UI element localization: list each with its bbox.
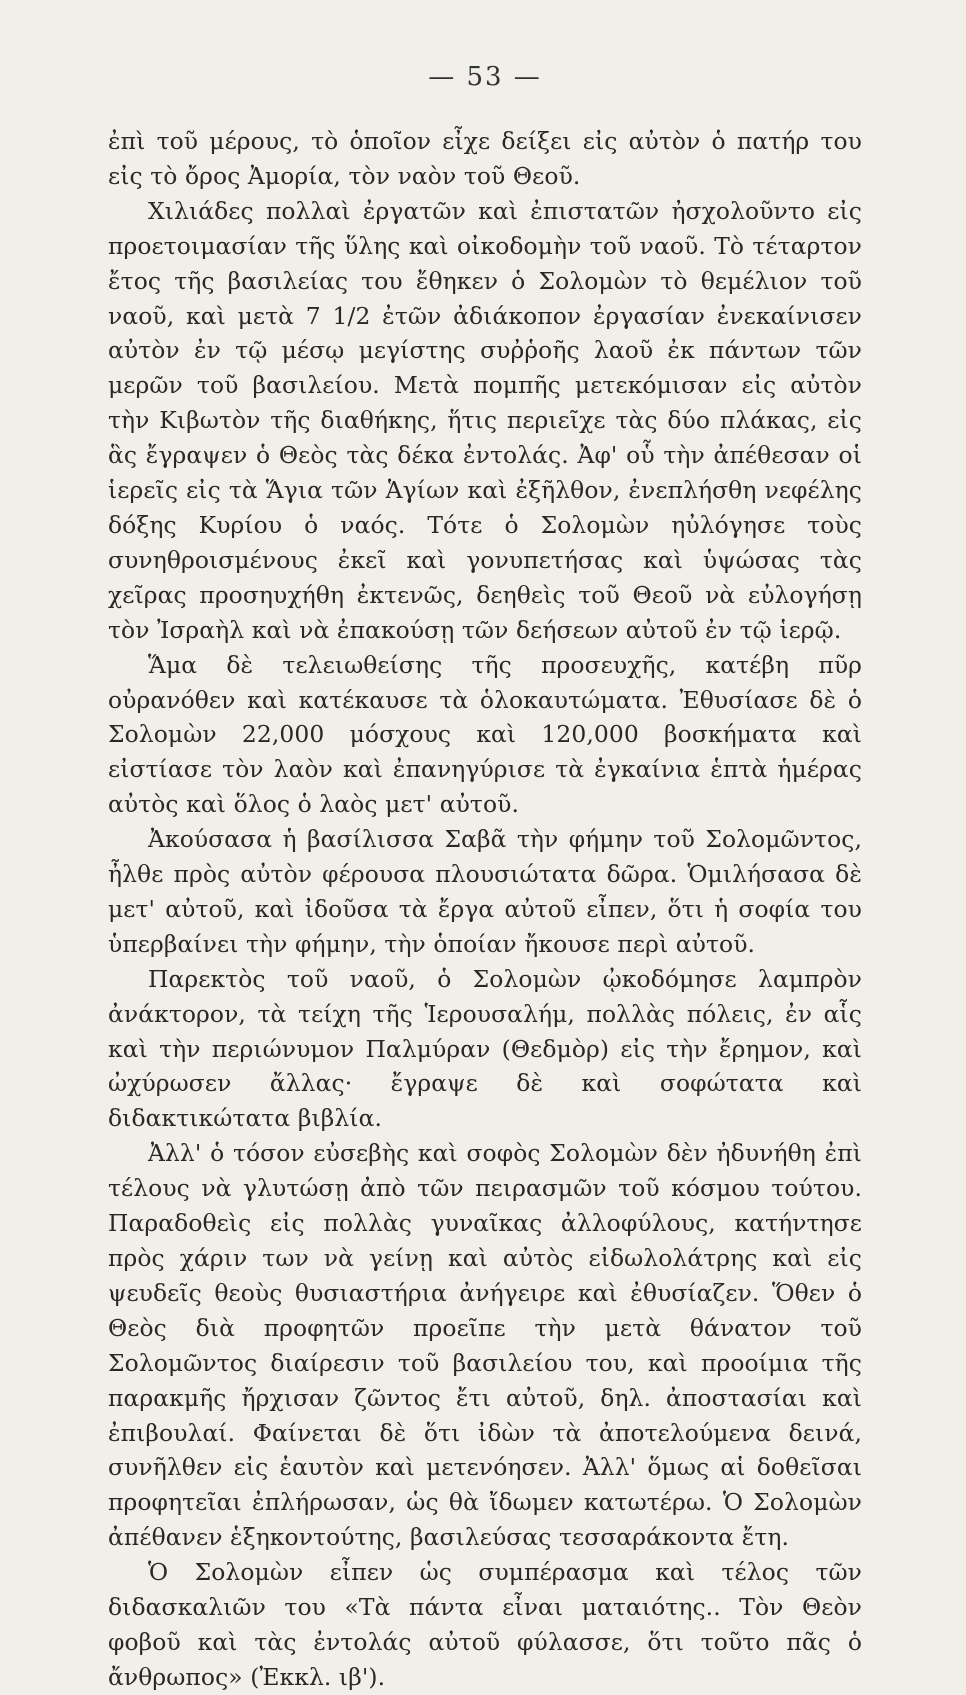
paragraph: Ὁ Σολομὼν εἶπεν ὡς συμπέρασμα καὶ τέλος τῶν διδασκαλιῶν του «Τὰ πάντα εἶναι ματαιότης.. Τὸν Θεὸν φοβοῦ καὶ τὰς ἐντολάς αὐτοῦ φύλασσε, ὅτι τοῦτο πᾶς ὁ ἄνθρωπος» (Ἐκκλ. ιβ'). bbox=[108, 1558, 862, 1691]
paragraph: Ἀκούσασα ἡ βασίλισσα Σαβᾶ τὴν φήμην τοῦ Σολομῶντος, ἦλθε πρὸς αὐτὸν φέρουσα πλουσιώτατα δῶρα. Ὁμιλήσασα δὲ μετ' αὐτοῦ, καὶ ἰδοῦσα τὰ ἔργα αὐτοῦ εἶπεν, ὅτι ἡ σοφία του ὑπερβαίνει τὴν φήμην, τὴν ὁποίαν ἤκουσε περὶ αὐτοῦ. bbox=[108, 825, 862, 958]
paragraph: Χιλιάδες πολλαὶ ἐργατῶν καὶ ἐπιστατῶν ἠσχολοῦντο εἰς προετοιμασίαν τῆς ὕλης καὶ οἰκοδομὴν τοῦ ναοῦ. Τὸ τέταρτον ἔτος τῆς βασιλείας του ἔθηκεν ὁ Σολομὼν τὸ θεμέλιον τοῦ ναοῦ, καὶ μετὰ 7 1/2 ἐτῶν ἀδιάκοπον ἐργασίαν ἐνεκαίνισεν αὐτὸν ἐν τῷ μέσῳ μεγίστης συῤῥοῆς λαοῦ ἐκ πάντων τῶν μερῶν τοῦ βασιλείου. Μετὰ πομπῆς μετεκόμισαν εἰς αὐτὸν τὴν Κιβωτὸν τῆς διαθήκης, ἥτις περιεῖχε τὰς δύο πλάκας, εἰς ἃς ἔγραψεν ὁ Θεὸς τὰς δέκα ἐντολάς. Ἀφ' οὗ τὴν ἀπέθεσαν οἱ ἱερεῖς εἰς τὰ Ἅγια τῶν Ἁγίων καὶ ἐξῆλθον, ἐνεπλήσθη νεφέλης δόξης Κυρίου ὁ ναός. Τότε ὁ Σολομὼν ηὐλόγησε τοὺς συνηθροισμένους ἐκεῖ καὶ γονυπετήσας καὶ ὑψώσας τὰς χεῖρας προσηυχήθη ἐκτενῶς, δεηθεὶς τοῦ Θεοῦ νὰ εὐλογήσῃ τὸν Ἰσραὴλ καὶ νὰ ἐπακούσῃ τῶν δεήσεων αὐτοῦ ἐν τῷ ἱερῷ. bbox=[108, 196, 862, 644]
paragraph: Παρεκτὸς τοῦ ναοῦ, ὁ Σολομὼν ᾠκοδόμησε λαμπρὸν ἀνάκτορον, τὰ τείχη τῆς Ἱερουσαλήμ, πολλὰς πόλεις, ἐν αἷς καὶ τὴν περιώνυμον Παλμύραν (Θεδμὸρ) εἰς τὴν ἔρημον, καὶ ὠχύρωσεν ἄλλας· ἔγραψε δὲ καὶ σοφώτατα καὶ διδακτικώτατα βιβλία. bbox=[108, 964, 862, 1133]
paragraph: Ἀλλ' ὁ τόσον εὐσεβὴς καὶ σοφὸς Σολομὼν δὲν ἠδυνήθη ἐπὶ τέλους νὰ γλυτώσῃ ἀπὸ τῶν πειρασμῶν τοῦ κόσμου τούτου. Παραδοθεὶς εἰς πολλὰς γυναῖκας ἀλλοφύλους, κατήντησε πρὸς χάριν των νὰ γείνῃ καὶ αὐτὸς εἰδωλολάτρης καὶ εἰς ψευδεῖς θεοὺς θυσιαστήρια ἀνήγειρε καὶ ἐθυσίαζεν. Ὅθεν ὁ Θεὸς διὰ προφητῶν προεῖπε τὴν μετὰ θάνατον τοῦ Σολομῶντος διαίρεσιν τοῦ βασιλείου του, καὶ προοίμια τῆς παρακμῆς ἤρχισαν ζῶντος ἔτι αὐτοῦ, δηλ. ἀποστασίαι καὶ ἐπιβουλαί. Φαίνεται δὲ ὅτι ἰδὼν τὰ ἀποτελούμενα δεινά, συνῆλθεν εἰς ἑαυτὸν καὶ μετενόησεν. Ἀλλ' ὅμως αἱ δοθεῖσαι προφητεῖαι ἐπλήρωσαν, ὡς θὰ ἴδωμεν κατωτέρω. Ὁ Σολομὼν ἀπέθανεν ἑξηκοντούτης, βασιλεύσας τεσσαράκοντα ἔτη. bbox=[108, 1139, 862, 1552]
paragraph: Ἅμα δὲ τελειωθείσης τῆς προσευχῆς, κατέβη πῦρ οὐρανόθεν καὶ κατέκαυσε τὰ ὁλοκαυτώματα. Ἐθυσίασε δὲ ὁ Σολομὼν 22,000 μόσχους καὶ 120,000 βοσκήματα καὶ εἰστίασε τὸν λαὸν καὶ ἐπανηγύρισε τὰ ἐγκαίνια ἑπτὰ ἡμέρας αὐτὸς καὶ ὅλος ὁ λαὸς μετ' αὐτοῦ. bbox=[108, 650, 862, 819]
page-number: — 53 — bbox=[428, 62, 542, 92]
paragraph: ἐπὶ τοῦ μέρους, τὸ ὁποῖον εἶχε δείξει εἰς αὐτὸν ὁ πατήρ του εἰς τὸ ὄρος Ἀμορία, τὸν ναὸν τοῦ Θεοῦ. bbox=[108, 127, 862, 190]
body-text bbox=[108, 124, 862, 1695]
